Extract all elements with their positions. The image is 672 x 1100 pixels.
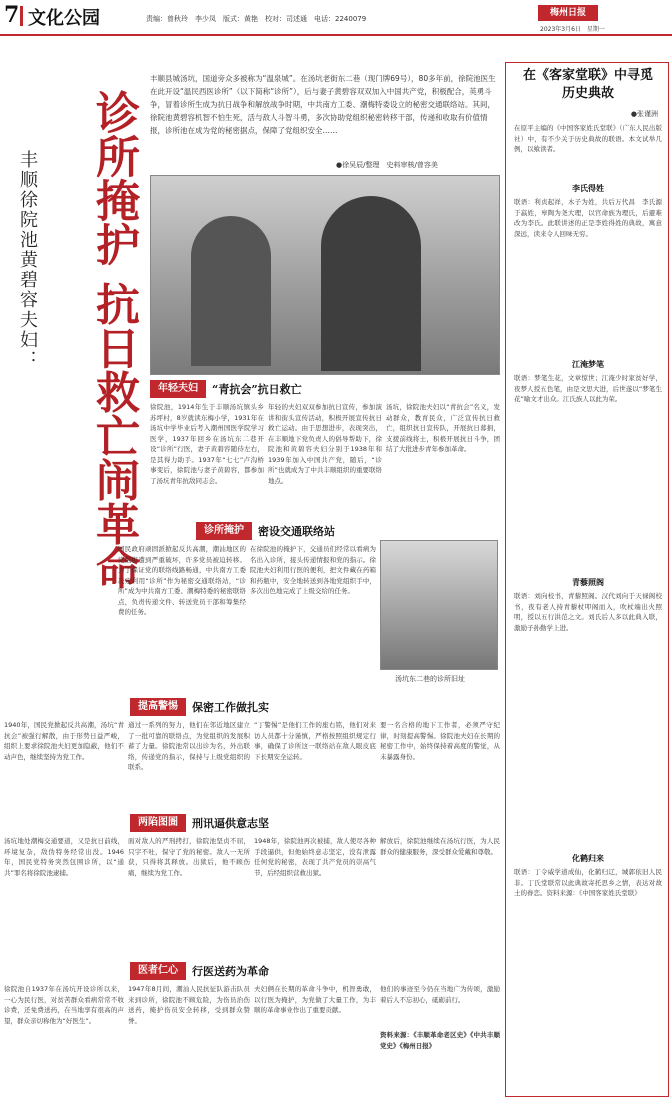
body-column: 年轻的夫妇双双参加抗日宣传，参加演讲和街头宣传活动，积极开展宣传抗日救亡运动。由于思想进步，表现突出，在丰顺地下党负责人的倡导帮助下，徐院池和黄碧容夫妇分别于1938年和1939年加入中国共产党，随后，“诊所”也就成为了中共丰顺组织的重要联络地点。: [268, 403, 382, 485]
body-column: 要一名合格的地下工作者，必须严守纪律，时刻提高警惕。徐院池夫妇在长期的秘密工作中，始终保持着高度的警觉，从未暴露身份。: [380, 721, 500, 761]
lead-author: ●徐吴辰/整理 史料审核/曾容美: [336, 161, 438, 169]
newspaper-masthead: 梅州日报: [538, 5, 598, 21]
source-note: 资料来源：《丰顺革命老区史》《中共丰顺党史》《梅州日报》: [380, 1031, 500, 1050]
section-subtitle: 刑讯逼供意志坚: [192, 817, 269, 830]
header-divider: [20, 6, 23, 26]
page-number: 7: [4, 2, 20, 28]
section-heading-4: [130, 814, 269, 832]
body-column: 徐院池自1937年在汤坑开设诊所以来，一心为民行医，对贫苦群众看病常常不收诊费，还免费送药，在当地享有很高的声望，群众亲切称他为“好医生”。: [4, 985, 124, 1025]
section-tag: 医者仁心: [130, 962, 186, 980]
issue-date: 2023年3月6日 星期一: [540, 26, 605, 33]
body-column: “丁警惕”是他们工作的座右铭，他们对来访人员都十分谨慎，严格按照组织规定行事，确保了诊所这一联络站在敌人眼皮底下长期安全运转。: [254, 721, 376, 761]
body-column: 1947年8月间，潮汕人民抗征队游击队员来到诊所，徐院池不顾危险，为伤员治伤送药，掩护伤员安全转移，受到群众赞誉。: [128, 985, 250, 1025]
lead-paragraph: 丰顺县城汤坑，国道旁众多被称为“温泉城”。在汤坑老街东二巷（现门牌69号），80多年前，徐院池医生在此开设“温民西医诊所”（以下简称“诊所”），后与妻子黄碧容双双加入中国共产党，积极配合，英勇斗争，冒着诊所生成为抗日战争和解放战争时期，中共南方工委、潮梅特委设立的秘密交通联络站。其间，徐院池黄碧容机智不怕生死，活与敌人斗智斗勇，多次协助党组织秘密转移干部，传递和收取有价值情报，诊所池在成为党的秘密据点，保障了党组织安全……: [150, 74, 496, 135]
section-subtitle: 保密工作做扎实: [192, 701, 269, 714]
headline: 诊所掩护 抗日救亡闹革命: [88, 90, 139, 590]
section-heading-2: [196, 522, 335, 540]
page-header: [0, 0, 672, 36]
section-heading-3: [130, 698, 269, 716]
sidebar-subheading: 江淹梦笔: [572, 360, 604, 369]
section-tag: 提高警惕: [130, 698, 186, 716]
body-column: 解放后，徐院池继续在汤坑行医，为人民群众的健康服务，深受群众爱戴和尊敬。: [380, 837, 500, 856]
body-column: 夫妇俩在长期的革命斗争中，机智勇敢，以行医为掩护，为党做了大量工作，为丰顺的革命事业作出了重要贡献。: [254, 985, 376, 1014]
body-column: 徐院池，1914年生于丰顺汤坑镇头乡苏坪村，8岁就读东梅小学，1931年在汤坑中学毕业后考入潮州国医学院学习医学，1937年回乡在汤坑东二巷开设“诊所”行医，妻子黄碧容随侍左右，是其得力助手。1937年“七七”卢沟桥事变后，徐院池与妻子黄碧容，都参加了汤坑青年抗敌同志会。: [150, 403, 264, 485]
section-subtitle: 密设交通联络站: [258, 525, 335, 538]
body-column: 国民政府顽固派掀起反共高潮，潮汕地区的党组织遭到严重破坏，许多党员被迫转移。为了保证党的联络线路畅通，中共南方工委决定利用“诊所”作为秘密交通联络站，“诊所”成为中共南方工委、潮梅特委的秘密联络点，负责传递文件、转送党员干部和筹集经费的任务。: [118, 545, 246, 616]
section-tag: 诊所掩护: [196, 522, 252, 540]
portrait-man: [321, 196, 421, 371]
photo-caption: 汤坑东二巷的诊所旧址: [395, 675, 465, 683]
section-heading-1: [150, 380, 302, 398]
couple-portrait-photo: [150, 175, 500, 375]
section-subtitle: 行医送药为革命: [192, 965, 269, 978]
sidebar-subheading: 化鹤归来: [572, 854, 604, 863]
section-tag: 两陷图圄: [130, 814, 186, 832]
sidebar-subheading: 青藜照阁: [572, 578, 604, 587]
body-column: 汤坑，徐院池夫妇以“青抗会”名义，发动群众，教育民众，广泛宣传抗日救亡，组织抗日宣传队，开展抗日募捐，支援前线将士，积极开展抗日斗争，团结了大批进步青年参加革命。: [386, 403, 500, 453]
editor-credits: 责编：曾秋玲 李少凤 版式：黄艳 校对：司述通 电话：2240079: [146, 15, 367, 23]
body-column: 1940年，国民党掀起反共高潮，汤坑“青抗会”被强行解散，由于形势日益严峻，组织上要求徐院池夫妇更加隐蔽，他们不动声色，继续坚持为党工作。: [4, 721, 124, 761]
sidebar-entry-text: 联语：刘向校书，青藜照阁。汉代刘向于天禄阁校书，夜有老人持青藜杖叩阁而入，吹杖端出火照明，授以五行洪范之文。刘氏后人多以此典入联，激励子孙勤学上进。: [514, 592, 662, 632]
sidebar-article: [505, 62, 669, 1097]
body-column: 1948年，徐院池再次被捕，敌人使尽各种手段逼供，但他始终意志坚定，没有泄露任何党的秘密，表现了共产党员的崇高气节，后经组织营救出狱。: [254, 837, 376, 877]
sidebar-subheading: 李氏得姓: [572, 184, 604, 193]
section-heading-5: [130, 962, 269, 980]
body-column: 在徐院池的掩护下，交通员们经常以看病为名出入诊所，接头传递情报和党的指示。徐院池夫妇利用行医的便利，把文件藏在药箱和药瓶中，安全地转送到各地党组织手中，多次出色地完成了上级交给的任务。: [250, 545, 376, 595]
body-column: 他们的事迹至今仍在当地广为传颂，激励着后人不忘初心，砥砺前行。: [380, 985, 500, 1004]
sidebar-author: ●张谨洲: [630, 110, 658, 118]
body-column: 面对敌人的严刑拷打，徐院池坚贞不屈，只字不吐，保守了党的秘密。敌人一无所获，只得将其释放。出狱后，他不顾伤痛，继续为党工作。: [128, 837, 250, 877]
body-column: 通过一系列的努力，他们在邻近地区建立了一批可靠的联络点，为党组织的发展积蓄了力量。徐院池常以出诊为名，外出联络，传递党的指示，保持与上级党组织的联系。: [128, 721, 250, 771]
section-subtitle: “青抗会”抗日救亡: [212, 383, 302, 396]
sidebar-intro: 在原平主编的《中国客家姓氏堂联》（广东人民出版社）中，有不少关于历史典故的联语。本文试举几例，以飨读者。: [514, 124, 662, 153]
sub-headline: 丰顺徐院池黄碧容夫妇：: [17, 150, 38, 370]
body-column: 汤坑地处潮梅交通要道，又是抗日前线，环境复杂，敌伪特务经常出没。1946年，国民党特务突然包围诊所，以“通共”罪名将徐院池逮捕。: [4, 837, 124, 877]
portrait-woman: [191, 216, 271, 366]
sidebar-title: 在《客家堂联》中寻觅历史典故: [522, 68, 653, 101]
sidebar-entry-text: 联语：利贞起祥，木子为姓，共后万代昌 李氏源于嬴姓，皋陶为尧大理，以官命族为理氏，后避难改为李氏。此联讲述的正是李姓得姓的典故，寓意深远，读来令人回味无穷。: [514, 198, 662, 238]
clinic-site-photo: [380, 540, 498, 670]
section-title: 文化公园: [28, 8, 100, 29]
section-tag: 年轻夫妇: [150, 380, 206, 398]
sidebar-entry-text: 联语：梦笔生花，文章惊世；江淹少时家贫好学，夜梦人授五色笔，由是文思大进，后世遂以“梦笔生花”喻文才出众。江氏族人以此为荣。: [514, 374, 662, 403]
sidebar-entry-text: 联语：丁令威学道成仙，化鹤归辽，城郭依旧人民非。丁氏堂联常以此典故寄托思乡之情，表达对故土的眷恋。资料来源：《中国客家姓氏堂联》: [514, 868, 662, 897]
